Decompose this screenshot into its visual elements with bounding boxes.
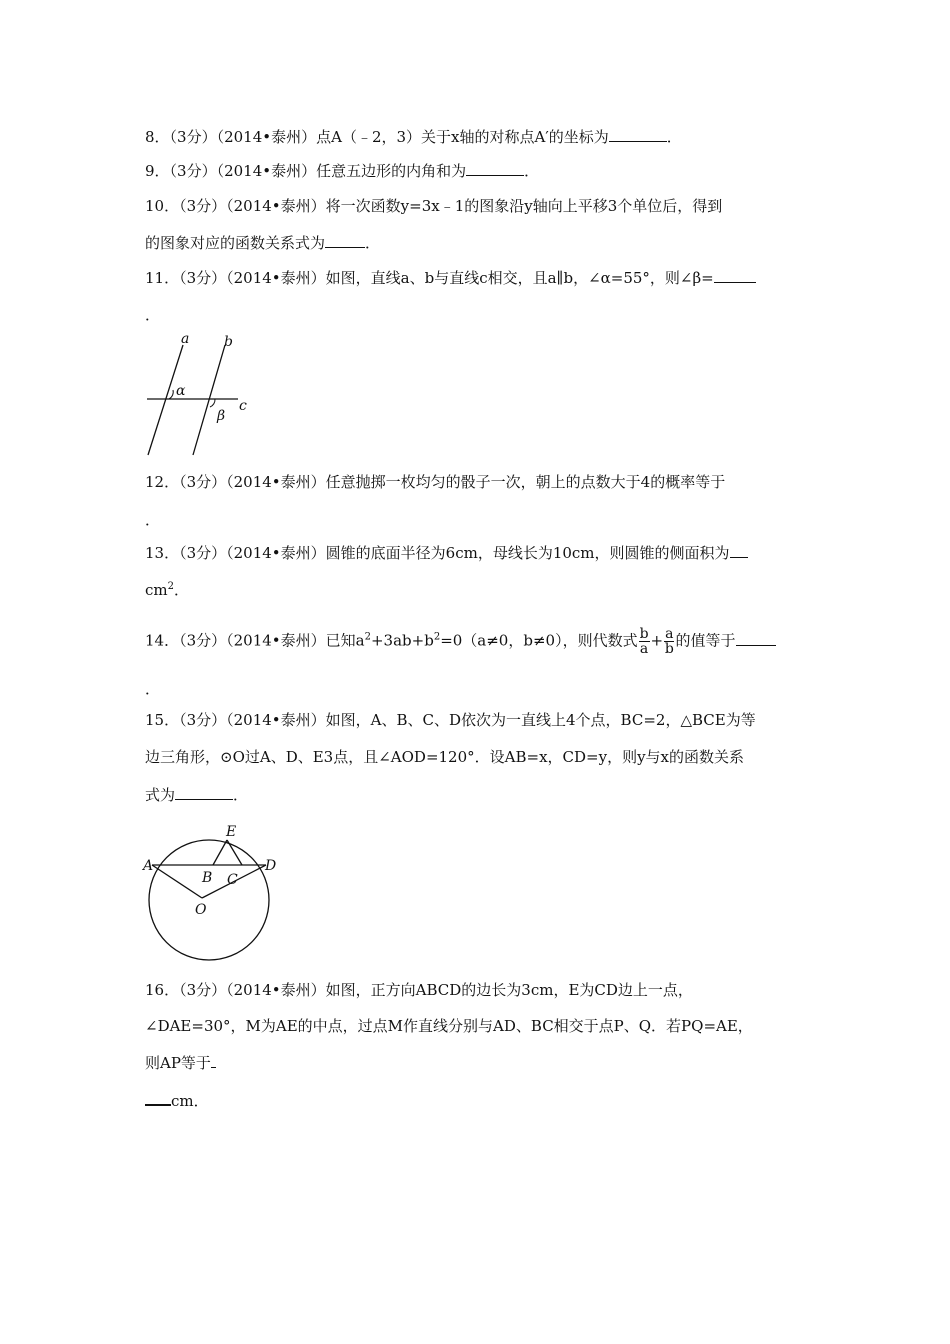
fraction-denominator: b <box>664 641 674 657</box>
answer-blank <box>175 785 233 800</box>
question-16-line-4 <box>145 1090 209 1111</box>
label-a: a <box>181 331 190 347</box>
question-13-line-1 <box>145 543 748 563</box>
answer-blank <box>730 543 748 558</box>
question-10-line-2 <box>145 233 380 253</box>
unit-cm: cm <box>145 581 168 599</box>
answer-blank <box>145 1090 171 1106</box>
label-alpha: α <box>176 383 186 399</box>
question-10-text: 的图象对应的函数关系式为 <box>145 234 326 252</box>
label-B: B <box>202 870 213 886</box>
question-9-text: 9．（3分）（2014•泰州）任意五边形的内角和为 <box>145 162 467 180</box>
question-14-line-2: ． <box>145 680 161 698</box>
question-15-line-3 <box>145 785 248 805</box>
label-beta: β <box>217 408 226 424</box>
fraction-numerator: a <box>665 626 674 642</box>
answer-blank <box>211 1053 216 1068</box>
fraction-denominator: a <box>639 641 649 657</box>
question-15-line-2: 边三角形，⊙O过A、D、E3点，且∠AOD=120°．设AB=x，CD=y，则y与x的函数关系 <box>145 748 745 766</box>
question-15-line-1: 15．（3分）（2014•泰州）如图，A、B、C、D依次为一直线上4个点，BC=2，△BCE为等 <box>145 711 756 729</box>
question-11-line-2: ． <box>145 306 161 324</box>
segment-ao <box>152 865 202 898</box>
exponent: 2 <box>433 631 441 643</box>
question-15-text: 式为 <box>145 786 176 804</box>
unit-exponent: 2 <box>167 581 174 592</box>
line-a <box>148 345 183 455</box>
label-b: b <box>224 334 233 350</box>
question-14-prefix: 14．（3分）（2014•泰州）已知a <box>145 631 365 650</box>
fraction-b-over-a <box>639 627 650 656</box>
question-16-end: cm． <box>171 1092 209 1110</box>
label-O: O <box>195 902 207 918</box>
label-C: C <box>227 872 238 888</box>
answer-blank <box>609 127 667 142</box>
question-9 <box>145 161 539 181</box>
question-13-text: 13．（3分）（2014•泰州）圆锥的底面半径为6cm，母线长为10cm，则圆锥的侧面积为 <box>145 544 730 562</box>
angle-alpha-arc <box>169 390 173 399</box>
answer-blank <box>736 631 776 646</box>
question-11-text: 11．（3分）（2014•泰州）如图，直线a、b与直线c相交，且a∥b，∠α=55°，则∠β= <box>145 269 714 287</box>
angle-beta-arc <box>210 399 215 407</box>
plus-sign: + <box>650 631 664 650</box>
figure-circle <box>140 818 290 963</box>
label-A: A <box>143 858 154 874</box>
label-D: D <box>265 858 277 874</box>
question-15-end: ． <box>233 786 249 804</box>
label-c: c <box>239 398 247 414</box>
question-14-condition: =0（a≠0，b≠0），则代数式 <box>440 631 638 650</box>
circle-o <box>149 840 269 960</box>
question-12-line-1: 12．（3分）（2014•泰州）任意抛掷一枚均匀的骰子一次，朝上的点数大于4的概率等于 <box>145 473 726 491</box>
question-14-suffix: 的值等于 <box>675 631 736 650</box>
question-12-line-2: ． <box>145 511 161 529</box>
question-10-end: ． <box>365 234 381 252</box>
question-14-line-1 <box>145 627 776 656</box>
exponent: 2 <box>364 631 371 643</box>
question-16-line-1: 16．（3分）（2014•泰州）如图，正方向ABCD的边长为3cm，E为CD边上一点， <box>145 981 693 999</box>
line-b <box>193 345 225 455</box>
question-8-text: 8．（3分）（2014•泰州）点A（﹣2，3）关于x轴的对称点A′的坐标为 <box>145 128 609 146</box>
question-16-line-2: ∠DAE=30°，M为AE的中点，过点M作直线分别与AD、BC相交于点P、Q．若PQ=AE， <box>145 1017 753 1035</box>
segment-be <box>213 840 227 865</box>
fraction-a-over-b <box>664 627 674 656</box>
fraction-numerator: b <box>639 626 649 642</box>
answer-blank <box>466 161 524 176</box>
question-9-end: ． <box>524 162 540 180</box>
figure-parallel-lines <box>140 330 260 460</box>
question-16-text: 则AP等于 <box>145 1054 211 1072</box>
answer-blank <box>714 268 756 283</box>
question-13-end: ． <box>174 581 190 599</box>
question-8 <box>145 127 682 147</box>
segment-ce <box>227 840 242 865</box>
question-16-line-3 <box>145 1053 216 1073</box>
question-13-line-2 <box>145 580 189 600</box>
question-8-end: ． <box>666 128 682 146</box>
answer-blank <box>325 233 365 248</box>
question-11-line-1 <box>145 268 756 288</box>
question-14-mid: +3ab+b <box>370 631 434 650</box>
label-E: E <box>226 824 237 840</box>
question-10-line-1: 10．（3分）（2014•泰州）将一次函数y=3x﹣1的图象沿y轴向上平移3个单位后，得到 <box>145 197 723 215</box>
